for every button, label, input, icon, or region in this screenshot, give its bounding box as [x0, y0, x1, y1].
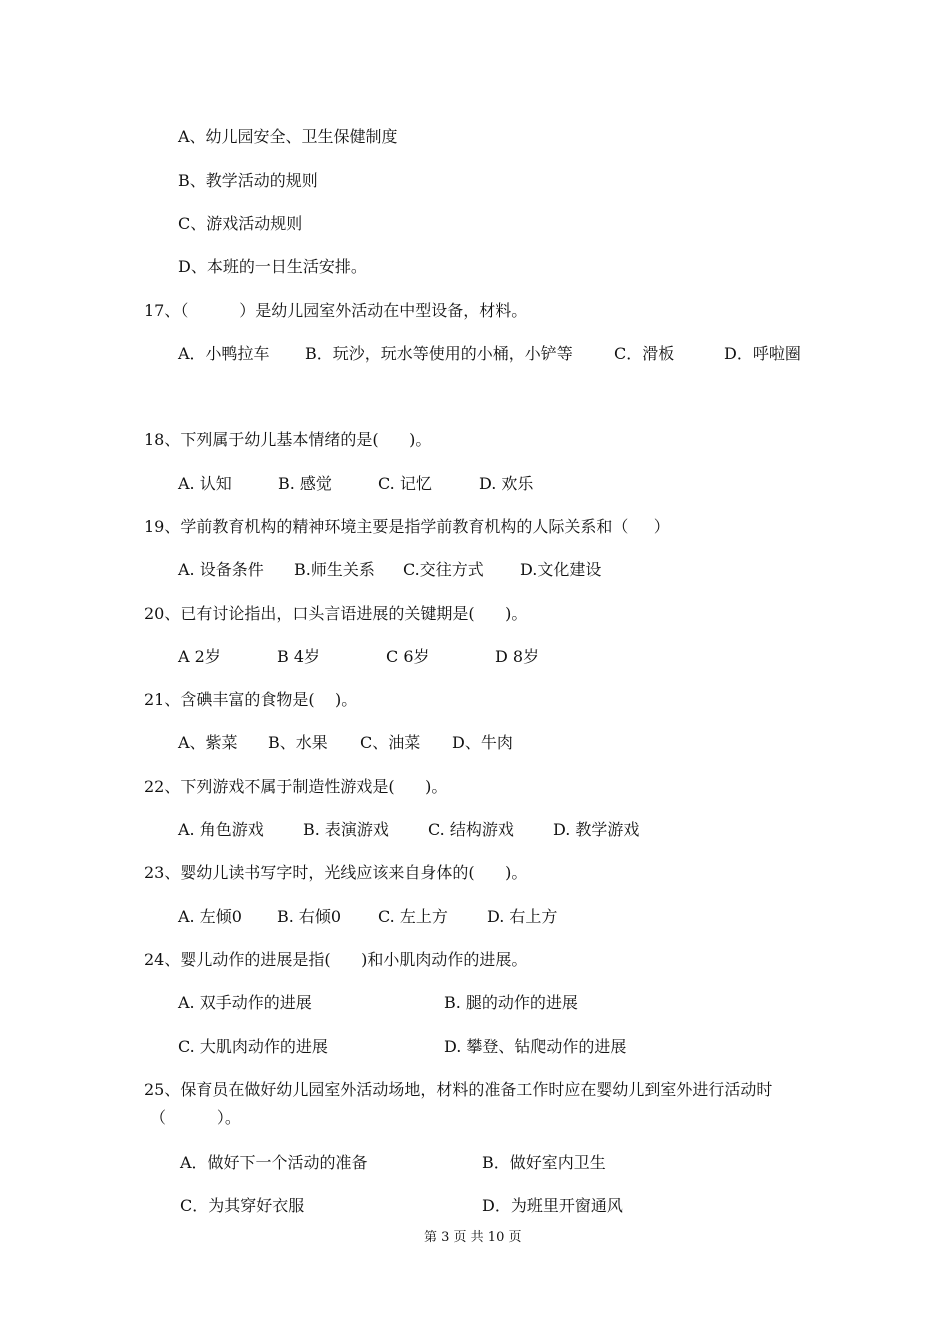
q21-stem: 21、含碘丰富的食物是( )。 [144, 690, 358, 709]
q24-option-d: D. 攀登、钻爬动作的进展 [444, 1037, 627, 1056]
q22-option-a: A. 角色游戏 [178, 820, 264, 839]
q20-option-b: B 4岁 [277, 647, 321, 666]
q22-option-c: C. 结构游戏 [428, 820, 514, 839]
q17-option-c: C．滑板 [614, 344, 675, 363]
q21-option-a: A、紫菜 [178, 733, 238, 752]
q20-option-d: D 8岁 [495, 647, 540, 666]
q24-option-c: C. 大肌肉动作的进展 [178, 1037, 328, 1056]
q17-option-a: A．小鸭拉车 [178, 344, 270, 363]
q23-option-b: B. 右倾0 [277, 907, 342, 926]
q20-option-a: A 2岁 [178, 647, 221, 666]
q19-stem: 19、学前教育机构的精神环境主要是指学前教育机构的人际关系和（ ） [144, 517, 670, 536]
q22-option-b: B. 表演游戏 [303, 820, 389, 839]
q19-option-c: C.交往方式 [403, 560, 484, 579]
q25-stem: 25、保育员在做好幼儿园室外活动场地，材料的准备工作时应在婴幼儿到室外进行活动时 [144, 1080, 773, 1099]
q23-option-a: A. 左倾0 [178, 907, 242, 926]
q18-option-a: A. 认知 [178, 474, 232, 493]
q21-option-c: C、油菜 [360, 733, 421, 752]
q24-stem: 24、婴儿动作的进展是指( )和小肌肉动作的进展。 [144, 950, 528, 969]
q25-option-c: C．为其穿好衣服 [180, 1196, 305, 1215]
q23-option-d: D. 右上方 [487, 907, 558, 926]
q22-option-d: D. 教学游戏 [553, 820, 640, 839]
q25-option-d: D．为班里开窗通风 [482, 1196, 623, 1215]
q16-option-c: C、游戏活动规则 [178, 214, 303, 233]
q18-stem: 18、下列属于幼儿基本情绪的是( )。 [144, 430, 432, 449]
q25-option-a: A．做好下一个活动的准备 [180, 1153, 368, 1172]
q23-stem: 23、婴幼儿读书写字时，光线应该来自身体的( )。 [144, 863, 528, 882]
q19-option-d: D.文化建设 [520, 560, 602, 579]
q24-option-b: B. 腿的动作的进展 [444, 993, 578, 1012]
q17-option-d: D．呼啦圈 [724, 344, 801, 363]
q17-stem: 17、（ ）是幼儿园室外活动在中型设备，材料。 [144, 301, 528, 320]
q21-option-d: D、牛肉 [452, 733, 513, 752]
q19-option-a: A. 设备条件 [178, 560, 264, 579]
q16-option-b: B、教学活动的规则 [178, 171, 318, 190]
q16-option-a: A、幼儿园安全、卫生保健制度 [178, 127, 398, 146]
q17-option-b: B．玩沙，玩水等使用的小桶，小铲等 [305, 344, 573, 363]
q16-option-d: D、本班的一日生活安排。 [178, 257, 367, 276]
q18-option-d: D. 欢乐 [479, 474, 534, 493]
q21-option-b: B、水果 [268, 733, 328, 752]
q23-option-c: C. 左上方 [378, 907, 448, 926]
q24-option-a: A. 双手动作的进展 [178, 993, 312, 1012]
q22-stem: 22、下列游戏不属于制造性游戏是( )。 [144, 777, 448, 796]
q18-option-c: C. 记忆 [378, 474, 432, 493]
q18-option-b: B. 感觉 [278, 474, 332, 493]
q20-stem: 20、已有讨论指出，口头言语进展的关键期是( )。 [144, 604, 528, 623]
q20-option-c: C 6岁 [386, 647, 430, 666]
q25-option-b: B．做好室内卫生 [482, 1153, 606, 1172]
q25-stem-continued: （ ）。 [150, 1108, 241, 1127]
page-footer: 第 3 页 共 10 页 [424, 1230, 522, 1245]
q19-option-b: B.师生关系 [294, 560, 375, 579]
